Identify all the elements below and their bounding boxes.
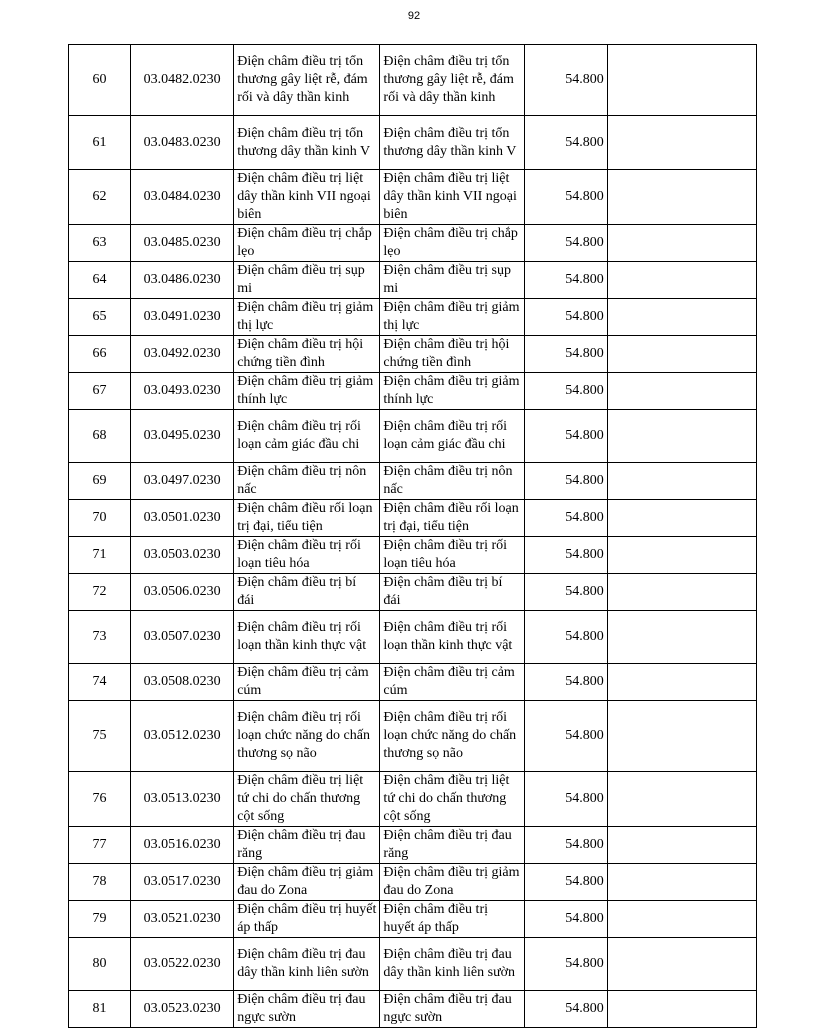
service-price: 54.800: [524, 170, 607, 225]
service-code: 03.0507.0230: [131, 611, 234, 664]
note-cell: [607, 373, 756, 410]
note-cell: [607, 500, 756, 537]
service-name-alt: Điện châm điều trị huyết áp thấp: [380, 901, 524, 938]
service-code: 03.0495.0230: [131, 410, 234, 463]
note-cell: [607, 574, 756, 611]
note-cell: [607, 537, 756, 574]
service-name: Điện châm điều trị đau ngực sườn: [234, 991, 380, 1028]
note-cell: [607, 262, 756, 299]
row-number: 81: [69, 991, 131, 1028]
service-price: 54.800: [524, 701, 607, 772]
service-name-alt: Điện châm điều trị giảm thính lực: [380, 373, 524, 410]
row-number: 80: [69, 938, 131, 991]
service-name-alt: Điện châm điều trị đau dây thần kinh liên sườn: [380, 938, 524, 991]
price-table-body: [69, 45, 757, 1028]
service-name-alt: Điện châm điều rối loạn trị đại, tiểu tiện: [380, 500, 524, 537]
row-number: 73: [69, 611, 131, 664]
service-code: 03.0508.0230: [131, 664, 234, 701]
row-number: 67: [69, 373, 131, 410]
table-row: [69, 574, 757, 611]
service-price: 54.800: [524, 827, 607, 864]
row-number: 69: [69, 463, 131, 500]
row-number: 61: [69, 116, 131, 170]
service-name-alt: Điện châm điều trị hội chứng tiền đình: [380, 336, 524, 373]
service-name: Điện châm điều trị rối loạn tiêu hóa: [234, 537, 380, 574]
service-price: 54.800: [524, 938, 607, 991]
table-row: [69, 463, 757, 500]
service-name: Điện châm điều trị hội chứng tiền đình: [234, 336, 380, 373]
service-name: Điện châm điều trị tổn thương gây liệt rễ, đám rối và dây thần kinh: [234, 45, 380, 116]
table-row: [69, 701, 757, 772]
table-row: [69, 537, 757, 574]
row-number: 75: [69, 701, 131, 772]
table-row: [69, 664, 757, 701]
service-name: Điện châm điều trị giảm thính lực: [234, 373, 380, 410]
service-price: 54.800: [524, 373, 607, 410]
table-row: [69, 262, 757, 299]
table-row: [69, 611, 757, 664]
service-price: 54.800: [524, 299, 607, 336]
service-name-alt: Điện châm điều trị liệt tứ chi do chấn thương cột sống: [380, 772, 524, 827]
table-row: [69, 864, 757, 901]
service-code: 03.0485.0230: [131, 225, 234, 262]
note-cell: [607, 827, 756, 864]
service-name: Điện châm điều trị nôn nấc: [234, 463, 380, 500]
service-code: 03.0492.0230: [131, 336, 234, 373]
service-price: 54.800: [524, 225, 607, 262]
service-name-alt: Điện châm điều trị bí đái: [380, 574, 524, 611]
table-row: [69, 225, 757, 262]
service-name: Điện châm điều trị huyết áp thấp: [234, 901, 380, 938]
service-name-alt: Điện châm điều trị rối loạn chức năng do chấn thương sọ não: [380, 701, 524, 772]
service-name-alt: Điện châm điều trị chắp lẹo: [380, 225, 524, 262]
service-price: 54.800: [524, 864, 607, 901]
service-name: Điện châm điều trị chắp lẹo: [234, 225, 380, 262]
table-row: [69, 827, 757, 864]
service-name-alt: Điện châm điều trị rối loạn tiêu hóa: [380, 537, 524, 574]
row-number: 72: [69, 574, 131, 611]
service-price: 54.800: [524, 336, 607, 373]
service-name: Điện châm điều trị liệt dây thần kinh VII ngoại biên: [234, 170, 380, 225]
note-cell: [607, 611, 756, 664]
service-name: Điện châm điều trị liệt tứ chi do chấn thương cột sống: [234, 772, 380, 827]
service-code: 03.0482.0230: [131, 45, 234, 116]
row-number: 66: [69, 336, 131, 373]
note-cell: [607, 225, 756, 262]
note-cell: [607, 45, 756, 116]
row-number: 74: [69, 664, 131, 701]
table-row: [69, 772, 757, 827]
row-number: 78: [69, 864, 131, 901]
table-row: [69, 410, 757, 463]
service-price: 54.800: [524, 537, 607, 574]
service-code: 03.0484.0230: [131, 170, 234, 225]
service-code: 03.0516.0230: [131, 827, 234, 864]
service-price: 54.800: [524, 500, 607, 537]
service-name-alt: Điện châm điều trị sụp mi: [380, 262, 524, 299]
service-name-alt: Điện châm điều trị nôn nấc: [380, 463, 524, 500]
note-cell: [607, 116, 756, 170]
table-row: [69, 500, 757, 537]
service-name: Điện châm điều trị tổn thương dây thần kinh V: [234, 116, 380, 170]
note-cell: [607, 336, 756, 373]
table-row: [69, 45, 757, 116]
row-number: 68: [69, 410, 131, 463]
row-number: 63: [69, 225, 131, 262]
note-cell: [607, 664, 756, 701]
service-name-alt: Điện châm điều trị rối loạn cảm giác đầu chi: [380, 410, 524, 463]
row-number: 79: [69, 901, 131, 938]
note-cell: [607, 463, 756, 500]
service-code: 03.0503.0230: [131, 537, 234, 574]
service-name: Điện châm điều trị sụp mi: [234, 262, 380, 299]
service-name-alt: Điện châm điều trị giảm đau do Zona: [380, 864, 524, 901]
note-cell: [607, 901, 756, 938]
table-row: [69, 299, 757, 336]
service-name: Điện châm điều rối loạn trị đại, tiểu tiện: [234, 500, 380, 537]
service-name: Điện châm điều trị đau răng: [234, 827, 380, 864]
service-code: 03.0491.0230: [131, 299, 234, 336]
service-name-alt: Điện châm điều trị giảm thị lực: [380, 299, 524, 336]
row-number: 60: [69, 45, 131, 116]
service-code: 03.0513.0230: [131, 772, 234, 827]
service-name-alt: Điện châm điều trị cảm cúm: [380, 664, 524, 701]
service-name: Điện châm điều trị bí đái: [234, 574, 380, 611]
service-name: Điện châm điều trị giảm thị lực: [234, 299, 380, 336]
service-name-alt: Điện châm điều trị rối loạn thần kinh thực vật: [380, 611, 524, 664]
table-row: [69, 170, 757, 225]
service-code: 03.0517.0230: [131, 864, 234, 901]
service-code: 03.0512.0230: [131, 701, 234, 772]
row-number: 71: [69, 537, 131, 574]
service-code: 03.0501.0230: [131, 500, 234, 537]
service-price: 54.800: [524, 991, 607, 1028]
table-row: [69, 373, 757, 410]
service-price: 54.800: [524, 611, 607, 664]
service-name: Điện châm điều trị rối loạn chức năng do chấn thương sọ não: [234, 701, 380, 772]
note-cell: [607, 410, 756, 463]
note-cell: [607, 991, 756, 1028]
service-code: 03.0493.0230: [131, 373, 234, 410]
note-cell: [607, 772, 756, 827]
service-name: Điện châm điều trị cảm cúm: [234, 664, 380, 701]
service-name-alt: Điện châm điều trị tổn thương gây liệt rễ, đám rối và dây thần kinh: [380, 45, 524, 116]
service-code: 03.0523.0230: [131, 991, 234, 1028]
service-price: 54.800: [524, 772, 607, 827]
service-code: 03.0522.0230: [131, 938, 234, 991]
service-code: 03.0486.0230: [131, 262, 234, 299]
service-code: 03.0506.0230: [131, 574, 234, 611]
note-cell: [607, 701, 756, 772]
page-number: 92: [407, 10, 421, 22]
service-code: 03.0483.0230: [131, 116, 234, 170]
service-price: 54.800: [524, 664, 607, 701]
service-price: 54.800: [524, 574, 607, 611]
service-price: 54.800: [524, 45, 607, 116]
service-code: 03.0521.0230: [131, 901, 234, 938]
row-number: 76: [69, 772, 131, 827]
service-name: Điện châm điều trị giảm đau do Zona: [234, 864, 380, 901]
row-number: 64: [69, 262, 131, 299]
table-row: [69, 116, 757, 170]
note-cell: [607, 299, 756, 336]
service-name-alt: Điện châm điều trị đau răng: [380, 827, 524, 864]
service-price: 54.800: [524, 262, 607, 299]
note-cell: [607, 938, 756, 991]
row-number: 62: [69, 170, 131, 225]
service-price: 54.800: [524, 116, 607, 170]
row-number: 77: [69, 827, 131, 864]
note-cell: [607, 170, 756, 225]
table-row: [69, 336, 757, 373]
service-name: Điện châm điều trị rối loạn thần kinh thực vật: [234, 611, 380, 664]
price-table: [68, 44, 757, 1028]
service-name: Điện châm điều trị đau dây thần kinh liên sườn: [234, 938, 380, 991]
service-price: 54.800: [524, 410, 607, 463]
table-row: [69, 938, 757, 991]
row-number: 65: [69, 299, 131, 336]
table-row: [69, 991, 757, 1028]
service-name-alt: Điện châm điều trị đau ngực sườn: [380, 991, 524, 1028]
service-name-alt: Điện châm điều trị tổn thương dây thần kinh V: [380, 116, 524, 170]
service-price: 54.800: [524, 901, 607, 938]
service-code: 03.0497.0230: [131, 463, 234, 500]
table-row: [69, 901, 757, 938]
service-name-alt: Điện châm điều trị liệt dây thần kinh VII ngoại biên: [380, 170, 524, 225]
row-number: 70: [69, 500, 131, 537]
service-price: 54.800: [524, 463, 607, 500]
note-cell: [607, 864, 756, 901]
service-name: Điện châm điều trị rối loạn cảm giác đầu chi: [234, 410, 380, 463]
